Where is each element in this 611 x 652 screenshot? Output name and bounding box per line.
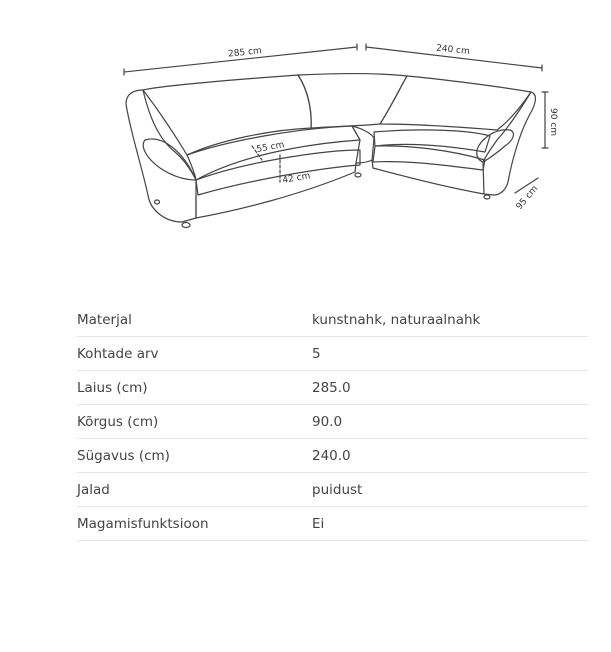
dimension-label-seat-depth: 55 cm [255,140,286,155]
spec-label: Jalad [77,473,312,507]
sofa-foot-front-right [484,195,490,199]
spec-value: 5 [312,337,588,371]
spec-value: 285.0 [312,371,588,405]
sofa-foot-back-left [155,200,160,204]
spec-row-legs [77,473,588,507]
spec-label: Magamisfunktsioon [77,507,312,541]
sofa-left-seat [187,126,360,180]
sofa-dimension-drawing [0,0,611,260]
sofa-corner-seat [352,126,374,163]
spec-label: Laius (cm) [77,371,312,405]
spec-row-material [77,303,588,337]
dimension-label-height: 90 cm [548,108,558,137]
dimension-label-depth: 95 cm [514,184,541,212]
sofa-diagram [0,0,611,260]
sofa-corner-back [298,74,407,128]
sofa-left-armrest [126,90,196,222]
spec-label: Kohtade arv [77,337,312,371]
spec-label: Sügavus (cm) [77,439,312,473]
dimension-label-right-width: 240 cm [435,43,471,58]
sofa-foot-center [355,173,361,177]
sofa-foot-front-left [182,223,190,228]
sofa-right-armrest [483,92,535,195]
product-specs-table [77,303,588,541]
spec-label: Kõrgus (cm) [77,405,312,439]
spec-row-depth [77,439,588,473]
spec-label: Materjal [77,303,312,337]
spec-value: 90.0 [312,405,588,439]
spec-row-height [77,405,588,439]
dimension-label-left-width: 285 cm [227,46,263,60]
spec-value: Ei [312,507,588,541]
spec-value: puidust [312,473,588,507]
spec-value: 240.0 [312,439,588,473]
spec-row-seats [77,337,588,371]
spec-row-width [77,371,588,405]
dimension-line-height [542,92,548,148]
spec-value: kunstnahk, naturaalnahk [312,303,588,337]
dimension-label-seat-height: 42 cm [281,171,312,186]
spec-row-sleep-function [77,507,588,541]
